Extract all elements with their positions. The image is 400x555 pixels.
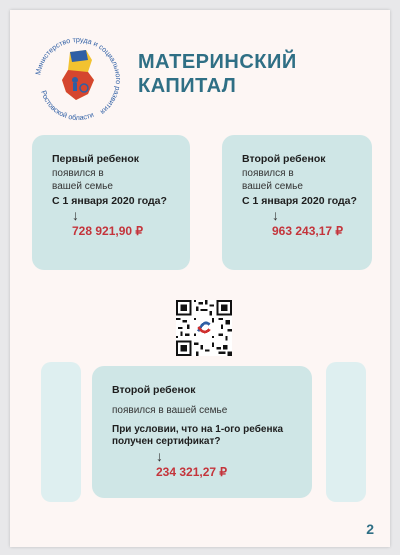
second-child-card [222,135,372,270]
decorative-panel-right [326,362,366,502]
sfr-logo-icon [196,320,212,336]
card-heading: Первый ребенок [52,153,140,165]
capital-amount: 728 921,90 ₽ [72,224,144,238]
card-heading: Второй ребенок [112,384,196,396]
card-subtitle: появился в вашей семье [242,168,303,192]
logo-ring-text: Министерство труда и социального развития [33,34,124,117]
card-condition: С 1 января 2020 года? [52,195,167,207]
card-condition: При условии, что на 1-ого ребенка получен сертификат? [112,423,284,447]
capital-amount: 234 321,27 ₽ [156,464,228,479]
logo-region-text: Ростовской области [39,89,95,123]
card-condition: С 1 января 2020 года? [242,195,357,207]
arrow-down-icon: ↓ [272,207,279,223]
document-page [10,10,390,547]
ministry-logo [28,30,128,130]
card-subtitle: появился в вашей семье [112,405,228,416]
second-child-certificate-card [92,366,312,498]
arrow-down-icon: ↓ [156,447,163,464]
first-child-card [32,135,190,270]
card-subtitle: появился в вашей семье [52,168,113,192]
qr-code-icon[interactable] [176,300,232,356]
arrow-down-icon: ↓ [72,207,79,223]
page-title: МАТЕРИНСКИЙ КАПИТАЛ [138,51,297,97]
card-heading: Второй ребенок [242,153,326,165]
decorative-panel-left [41,362,81,502]
region-map-icon [62,50,94,100]
page-number: 2 [366,521,374,537]
capital-amount: 963 243,17 ₽ [272,224,344,238]
